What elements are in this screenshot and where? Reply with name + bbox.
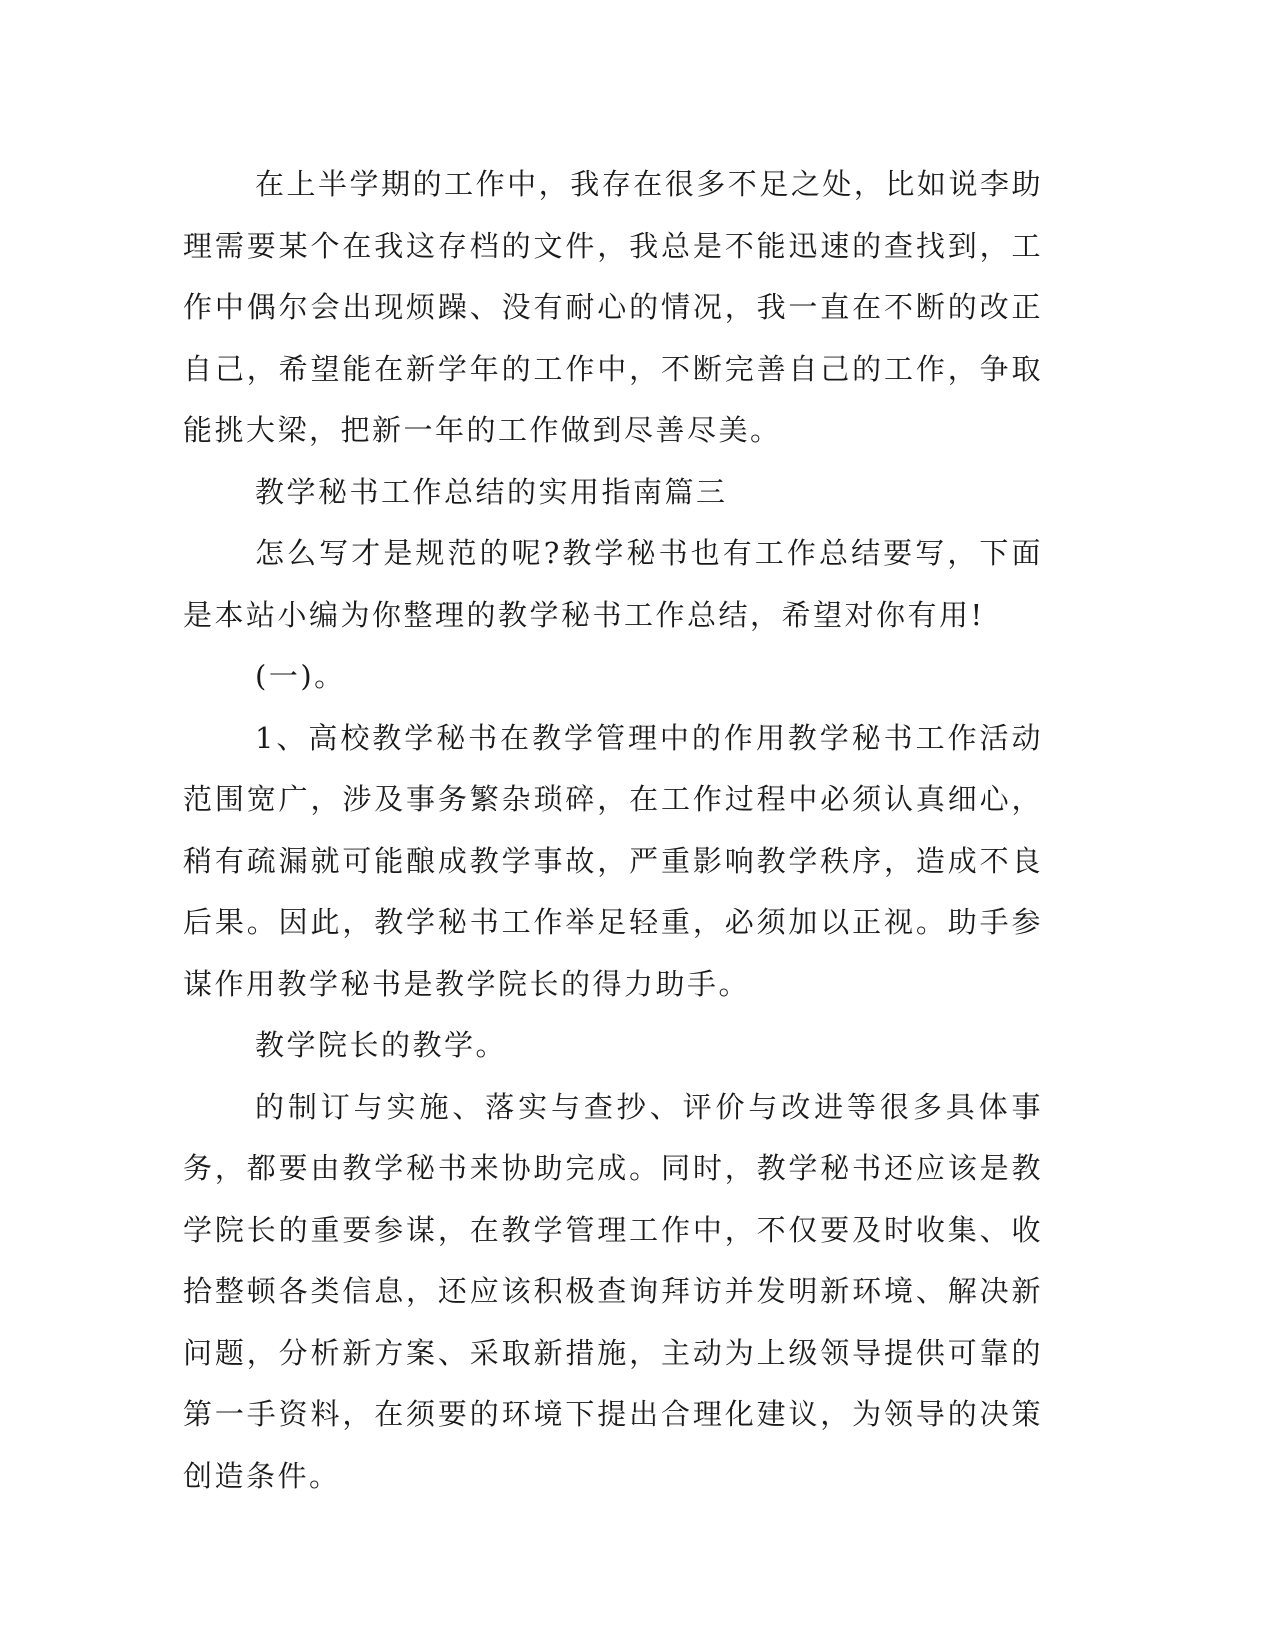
paragraph-duties: 的制订与实施、落实与查抄、评价与改进等很多具体事务，都要由教学秘书来协助完成。同时，教学秘书还应该是教学院长的重要参谋，在教学管理工作中，不仅要及时收集、收拾整顿各类信息，还应该积极查询拜访并发明新环境、解决新问题，分析新方案、采取新措施，主动为上级领导提供可靠的第一手资料，在须要的环境下提出合理化建议，为领导的决策创造条件。	[183, 1089, 1043, 1493]
document-body	[183, 154, 1043, 1507]
paragraph-role-description: 1、高校教学秘书在教学管理中的作用教学秘书工作活动范围宽广，涉及事务繁杂琐碎，在工作过程中必须认真细心，稍有疏漏就可能酿成教学事故，严重影响教学秩序，造成不良后果。因此，教学秘书工作举足轻重，必须加以正视。助手参谋作用教学秘书是教学院长的得力助手。	[183, 720, 1043, 1001]
section-number: (一)。	[255, 659, 346, 693]
section-heading: 教学秘书工作总结的实用指南篇三	[255, 474, 728, 509]
paragraph-self-assessment: 在上半学期的工作中，我存在很多不足之处，比如说李助理需要某个在我这存档的文件，我总是不能迅速的查找到，工作中偶尔会出现烦躁、没有耐心的情况，我一直在不断的改正自己，希望能在新学年的工作中，不断完善自己的工作，争取能挑大梁，把新一年的工作做到尽善尽美。	[183, 167, 1043, 447]
paragraph-dean-teaching: 教学院长的教学。	[255, 1028, 508, 1062]
paragraph-intro: 怎么写才是规范的呢?教学秘书也有工作总结要写，下面是本站小编为你整理的教学秘书工作总结，希望对你有用!	[183, 536, 1043, 632]
